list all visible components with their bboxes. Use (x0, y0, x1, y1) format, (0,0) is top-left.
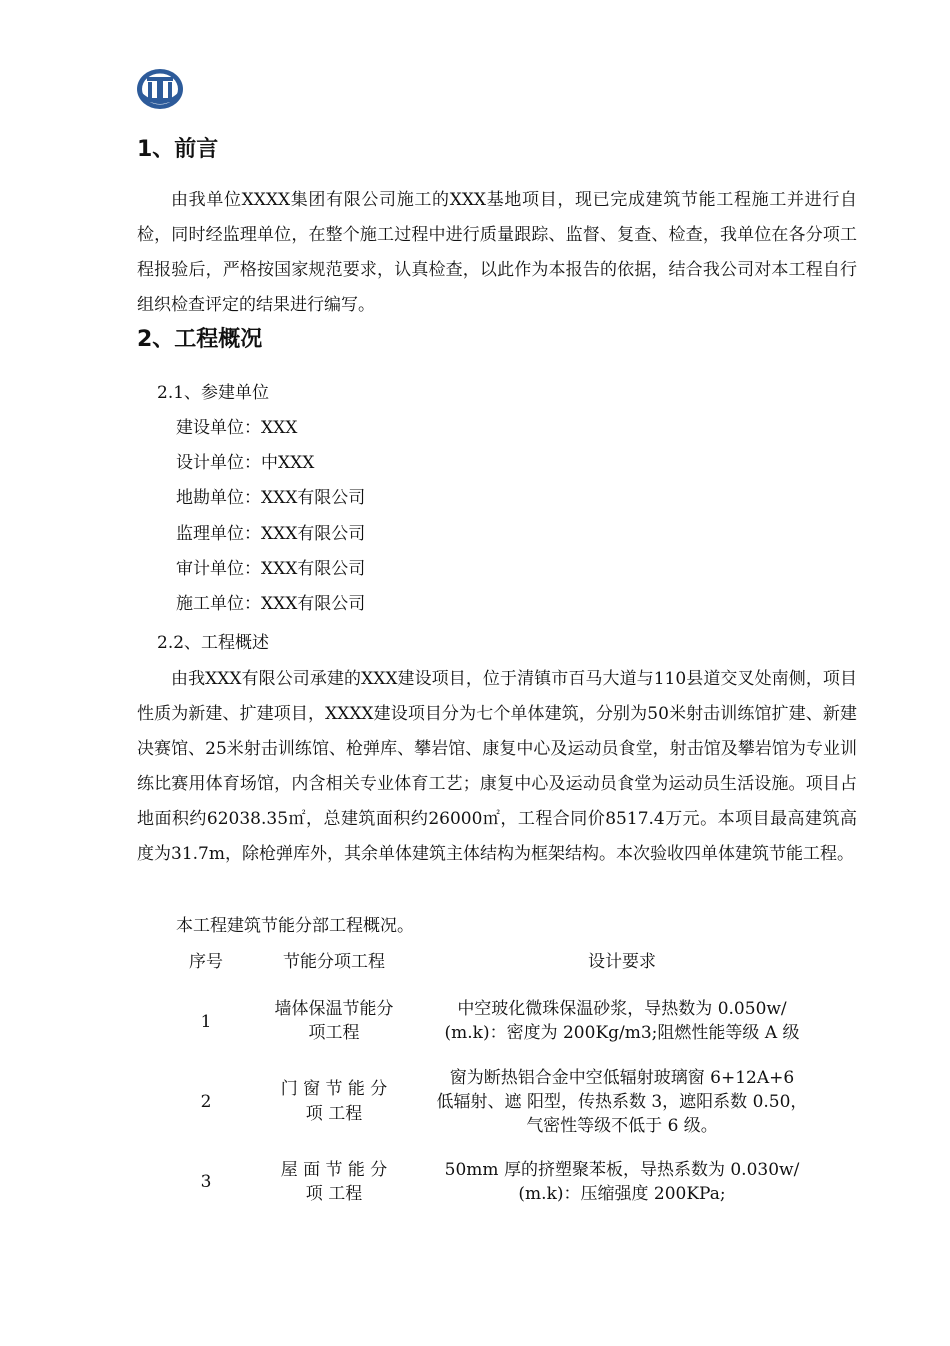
row-number: 1 (200, 1012, 212, 1032)
row-item-line-2: 项工程 (308, 1023, 360, 1043)
section-1-title: 1、前言 (137, 137, 219, 162)
company-logo (136, 68, 184, 110)
table-header-requirement: 设计要求 (588, 952, 656, 972)
row-item-line-2: 项 工程 (305, 1184, 363, 1204)
unit-line-design: 设计单位：中XXX (176, 453, 315, 473)
row-requirement-line-1: 窗为断热铝合金中空低辐射玻璃窗 6+12A+6 (449, 1068, 795, 1088)
row-requirement-line-2: (m.k)：压缩强度 200KPa; (518, 1184, 726, 1204)
row-item-line-1: 屋 面 节 能 分 (280, 1160, 388, 1180)
row-requirement-line-1: 50mm 厚的挤塑聚苯板，导热系数为 0.030w/ (444, 1160, 800, 1180)
row-item-line-2: 项 工程 (305, 1104, 363, 1124)
row-item-line-1: 墙体保温节能分 (274, 999, 394, 1019)
unit-line-contractor: 施工单位：XXX有限公司 (176, 594, 366, 614)
table-intro: 本工程建筑节能分部工程概况。 (176, 916, 414, 936)
row-item-line-1: 门 窗 节 能 分 (280, 1079, 388, 1099)
unit-line-survey: 地勘单位：XXX有限公司 (176, 488, 366, 508)
row-requirement-line-1: 中空玻化微珠保温砂浆，导热数为 0.050w/ (457, 999, 787, 1019)
section-1-paragraph: 由我单位XXXX集团有限公司施工的XXX基地项目，现已完成建筑节能工程施工并进行自检，同时经监理单位，在整个施工过程中进行质量跟踪、监督、复查、检查，我单位在各分项工程报验后，严格按国家规范要求，认真检查，以此作为本报告的依据，结合我公司对本工程自行组织检查评定的结果进行编写。 (137, 190, 857, 315)
unit-line-supervision: 监理单位：XXX有限公司 (176, 524, 366, 544)
row-number: 3 (200, 1172, 212, 1192)
row-requirement-line-2: 低辐射、遮 阳型，传热系数 3，遮阳系数 0.50， (436, 1092, 808, 1112)
table-header-item: 节能分项工程 (283, 952, 385, 972)
row-requirement-line-3: 气密性等级不低于 6 级。 (526, 1116, 718, 1136)
unit-line-audit: 审计单位：XXX有限公司 (176, 559, 366, 579)
table-header-no: 序号 (189, 952, 223, 972)
subsection-2-1-title: 2.1、参建单位 (157, 383, 270, 403)
section-2-title: 2、工程概况 (137, 327, 263, 352)
section-2-2-paragraph: 由我XXX有限公司承建的XXX建设项目，位于清镇市百马大道与110县道交叉处南侧，项目性质为新建、扩建项目，XXXX建设项目分为七个单体建筑，分别为50米射击训练馆扩建、新建决赛馆、25米射击训练馆、枪弹库、攀岩馆、康复中心及运动员食堂，射击馆及攀岩馆为专业训练比赛用体育场馆，内含相关专业体育工艺；康复中心及运动员食堂为运动员生活设施。项目占地面积约62038.35㎡，总建筑面积约26000㎡，工程合同价8517.4万元。本项目最高建筑高度为31.7m，除枪弹库外，其余单体建筑主体结构为框架结构。本次验收四单体建筑节能工程。 (137, 669, 857, 864)
row-number: 2 (200, 1092, 212, 1112)
unit-line-construction: 建设单位：XXX (176, 418, 298, 438)
row-requirement-line-2: (m.k)：密度为 200Kg/m3;阻燃性能等级 A 级 (444, 1023, 800, 1043)
subsection-2-2-title: 2.2、工程概述 (157, 633, 270, 653)
